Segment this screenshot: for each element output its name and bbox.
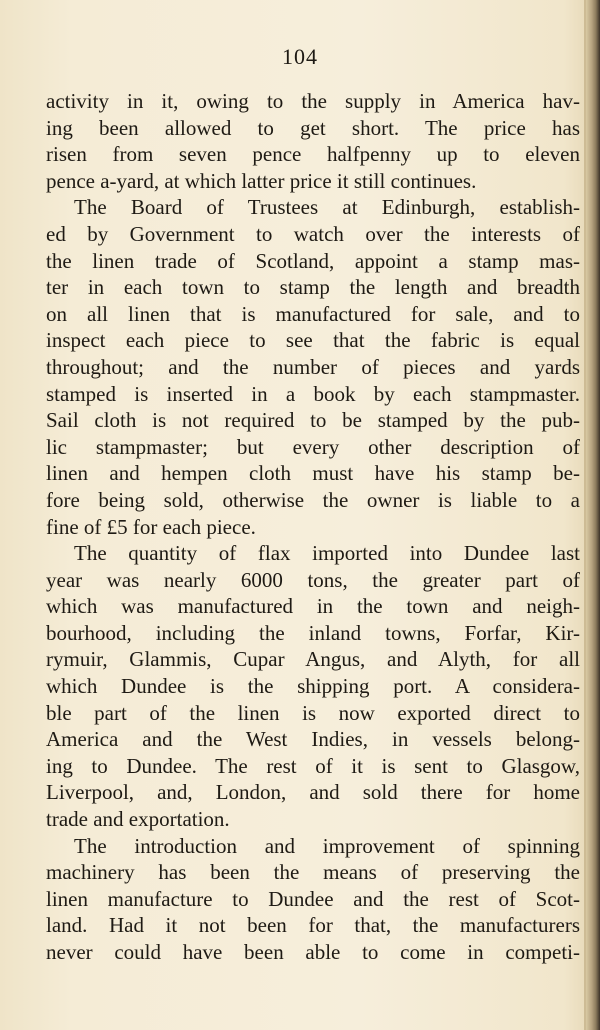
text-line: ing to Dundee. The rest of it is sent to Glasgow,: [46, 753, 580, 778]
text-line: lic stampmaster; but every other description of: [46, 434, 580, 459]
text-line: land. Had it not been for that, the manufacturers: [46, 913, 580, 938]
book-gutter: [586, 0, 600, 1030]
text-line: year was nearly 6000 tons, the greater part of: [46, 567, 580, 592]
text-line: machinery has been the means of preserving the: [46, 860, 580, 885]
text-line: The quantity of flax imported into Dundee last: [74, 541, 580, 566]
text-line: never could have been able to come in competi-: [46, 940, 580, 964]
text-line: linen and hempen cloth must have his stamp be-: [46, 461, 580, 486]
text-line: ing been allowed to get short. The price has: [46, 115, 580, 140]
text-line: trade and exportation.: [46, 807, 230, 832]
text-line: The Board of Trustees at Edinburgh, establish-: [74, 195, 580, 220]
text-line: pence a-yard, at which latter price it still continues.: [46, 168, 477, 193]
text-line: linen manufacture to Dundee and the rest of Scot-: [46, 886, 580, 911]
text-line: fore being sold, otherwise the owner is liable to a: [46, 487, 580, 512]
text-line: which was manufactured in the town and neigh-: [46, 594, 580, 619]
text-line: the linen trade of Scotland, appoint a stamp mas-: [46, 248, 580, 273]
text-line: Liverpool, and, London, and sold there for home: [46, 780, 580, 805]
text-line: Sail cloth is not required to be stamped by the pub-: [46, 408, 580, 433]
page-number: 104: [282, 44, 318, 69]
text-line: on all linen that is manufactured for sale, and to: [46, 301, 580, 326]
text-line: The introduction and improvement of spinning: [74, 833, 580, 858]
text-line: ed by Government to watch over the interests of: [46, 221, 580, 246]
text-line: which Dundee is the shipping port. A considera-: [46, 674, 580, 699]
text-line: fine of £5 for each piece.: [46, 514, 256, 539]
text-line: risen from seven pence halfpenny up to eleven: [46, 142, 580, 167]
text-line: ble part of the linen is now exported direct to: [46, 700, 580, 725]
text-line: rymuir, Glammis, Cupar Angus, and Alyth, for all: [46, 647, 580, 672]
text-line: activity in it, owing to the supply in America hav-: [46, 89, 580, 113]
text-line: ter in each town to stamp the length and breadth: [46, 275, 580, 300]
text-line: throughout; and the number of pieces and yards: [46, 354, 580, 379]
text-line: inspect each piece to see that the fabric is equal: [46, 328, 580, 353]
body-text: [46, 88, 580, 966]
text-line: bourhood, including the inland towns, Forfar, Kir-: [46, 620, 580, 645]
text-line: America and the West Indies, in vessels belong-: [46, 727, 580, 752]
text-line: stamped is inserted in a book by each stampmaster.: [46, 381, 580, 406]
